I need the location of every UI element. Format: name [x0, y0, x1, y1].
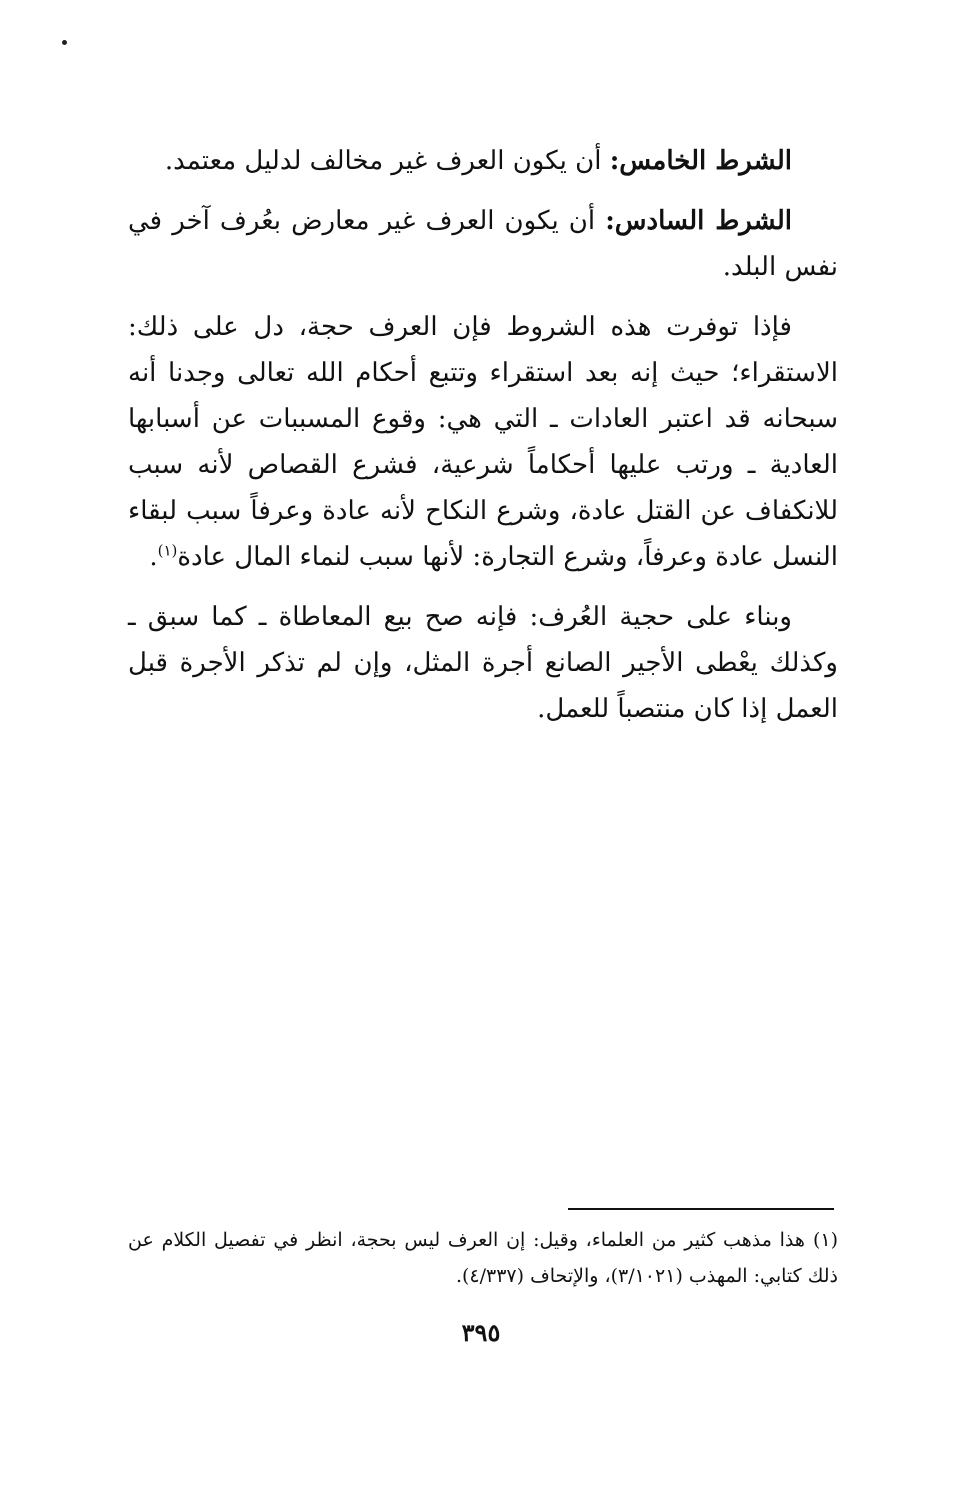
footnote-text: هذا مذهب كثير من العلماء، وقيل: إن العرف ليس بحجة، انظر في تفصيل الكلام عن ذلك كتابي: المهذب (٣/١٠٢١)، والإتحاف (٤/٣٣٧). [128, 1229, 838, 1287]
paragraph-text: أن يكون العرف غير معارض بعُرف آخر في نفس البلد. [128, 206, 838, 282]
paragraph-lead: الشرط السادس: [605, 206, 792, 236]
footnote-number: (١) [812, 1229, 838, 1251]
paragraph-text: أن يكون العرف غير مخالف لدليل معتمد. [164, 146, 610, 176]
main-text [128, 138, 838, 746]
paragraph-sixth-condition [128, 198, 838, 290]
footnote-item [128, 1222, 838, 1294]
paragraph-text: وبناء على حجية العُرف: فإنه صح بيع المعاطاة ـ كما سبق ـ وكذلك يعْطى الأجير الصانع أجرة المثل، وإن لم تذكر الأجرة قبل العمل إذا كان منتصباً للعمل. [128, 602, 838, 724]
footnote-reference[interactable]: (١) [157, 541, 178, 560]
footnote-divider [568, 1208, 834, 1210]
paragraph-evidence [128, 304, 838, 580]
paragraph-fifth-condition [128, 138, 838, 184]
page-mark [62, 40, 67, 45]
paragraph-lead: الشرط الخامس: [609, 146, 792, 176]
footnotes [128, 1222, 838, 1294]
paragraph-end: . [149, 542, 158, 572]
paragraph-consequence [128, 594, 838, 732]
paragraph-text: فإذا توفرت هذه الشروط فإن العرف حجة، دل على ذلك: الاستقراء؛ حيث إنه بعد استقراء وتتبع أحكام الله تعالى وجدنا أنه سبحانه قد اعتبر العادات ـ التي هي: وقوع المسببات عن أسبابها العادية ـ ورتب عليها أحكاماً شرعية، فشرع القصاص لأنه سبب للانكفاف عن القتل عادة، وشرع النكاح لأنه عادة وعرفاً سبب لبقاء النسل عادة وعرفاً، وشرع التجارة: لأنها سبب لنماء المال عادة [128, 312, 838, 572]
page-number: ٣٩٥ [461, 1318, 501, 1347]
